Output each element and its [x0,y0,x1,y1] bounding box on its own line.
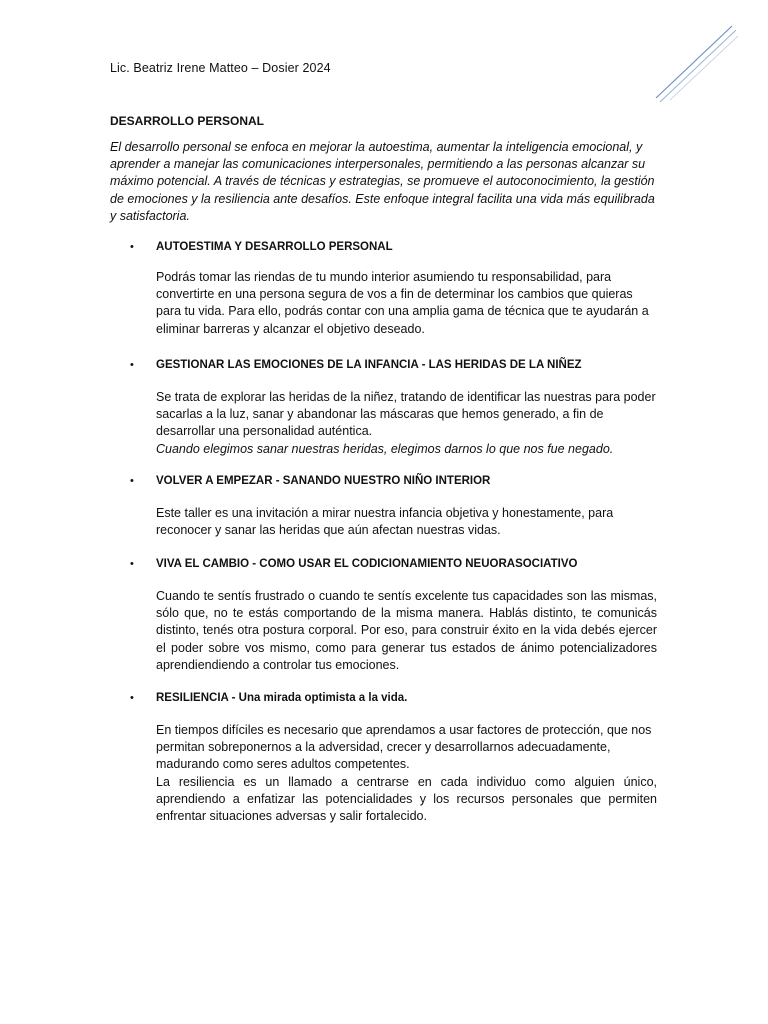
bullet-marker: • [130,692,134,704]
author-header: Lic. Beatriz Irene Matteo – Dosier 2024 [110,61,331,75]
section-title-caps: RESILIENCIA [156,692,229,704]
section-title-rest: - Una mirada optimista a la vida. [228,692,408,704]
section-title: GESTIONAR LAS EMOCIONES DE LA INFANCIA - LAS HERIDAS DE LA NIÑEZ [156,359,582,371]
corner-decoration-lines [650,22,740,104]
bullet-marker: • [130,475,134,487]
section-paragraph: Este taller es una invitación a mirar nuestra infancia objetiva y honestamente, para reconocer y sanar las heridas que aún afectan nuestras vidas. [156,506,614,538]
bullet-marker: • [130,558,134,570]
section-paragraph: Podrás tomar las riendas de tu mundo interior asumiendo tu responsabilidad, para convertirte en una persona segura de vos a fin de determinar los cambios que quieras para tu vida. Para ello, podrás contar con una amplia gama de técnica que te ayudarán a eliminar barreras y alcanzar el objetivo deseado. [156,270,649,336]
section-body [156,722,657,825]
section-body [156,269,657,338]
section-quote: Cuando elegimos sanar nuestras heridas, elegimos darnos lo que nos fue negado. [156,441,614,456]
section-paragraph: Cuando te sentís frustrado o cuando te sentís excelente tus capacidades son las mismas, sólo que, no te estás comportando de la misma manera. Hablás distinto, te comunicás distinto, tenés otra postura corporal. Por eso, para construir éxito en la vida debés ejercer el poder sobre vos mismo, como para generar tus estados de ánimo potencializadores aprendiendiendo a controlar tus emociones. [156,589,657,672]
section-paragraph-2: La resiliencia es un llamado a centrarse en cada individuo como alguien único, aprendiendo a enfatizar las potencialidades y los recursos personales que permiten enfrentar situaciones adversas y salir fortalecido. [156,774,657,824]
section-title: VIVA EL CAMBIO - COMO USAR EL CODICIONAMIENTO NEUORASOCIATIVO [156,558,578,570]
document-title: DESARROLLO PERSONAL [110,114,265,128]
bullet-marker: • [130,359,134,371]
section-paragraph: Se trata de explorar las heridas de la niñez, tratando de identificar las nuestras para poder sacarlas a la luz, sanar y abandonar las máscaras que hemos generado, a fin de desarrollar una personalidad auténtica. [156,390,656,439]
section-body [156,389,657,458]
section-paragraph: En tiempos difíciles es necesario que aprendamos a usar factores de protección, que nos permitan sobreponernos a la adversidad, crecer y desarrollarnos adecuadamente, madurando como seres adultos competentes. [156,723,652,772]
intro-paragraph: El desarrollo personal se enfoca en mejorar la autoestima, aumentar la inteligencia emocional, y aprender a manejar las comunicaciones interpersonales, permitiendo a las personas alcanzar su máximo potencial. A través de técnicas y estrategias, se promueve el autoconocimiento, la gestión de emociones y la resiliencia ante desafíos. Este enfoque integral facilita una vida más equilibrada y satisfactoria. [110,140,655,223]
bullet-marker: • [130,241,134,253]
section-body [156,505,657,539]
section-body [156,588,657,674]
section-title [156,690,407,706]
section-title: VOLVER A EMPEZAR - SANANDO NUESTRO NIÑO INTERIOR [156,475,491,487]
section-title: AUTOESTIMA Y DESARROLLO PERSONAL [156,241,393,253]
